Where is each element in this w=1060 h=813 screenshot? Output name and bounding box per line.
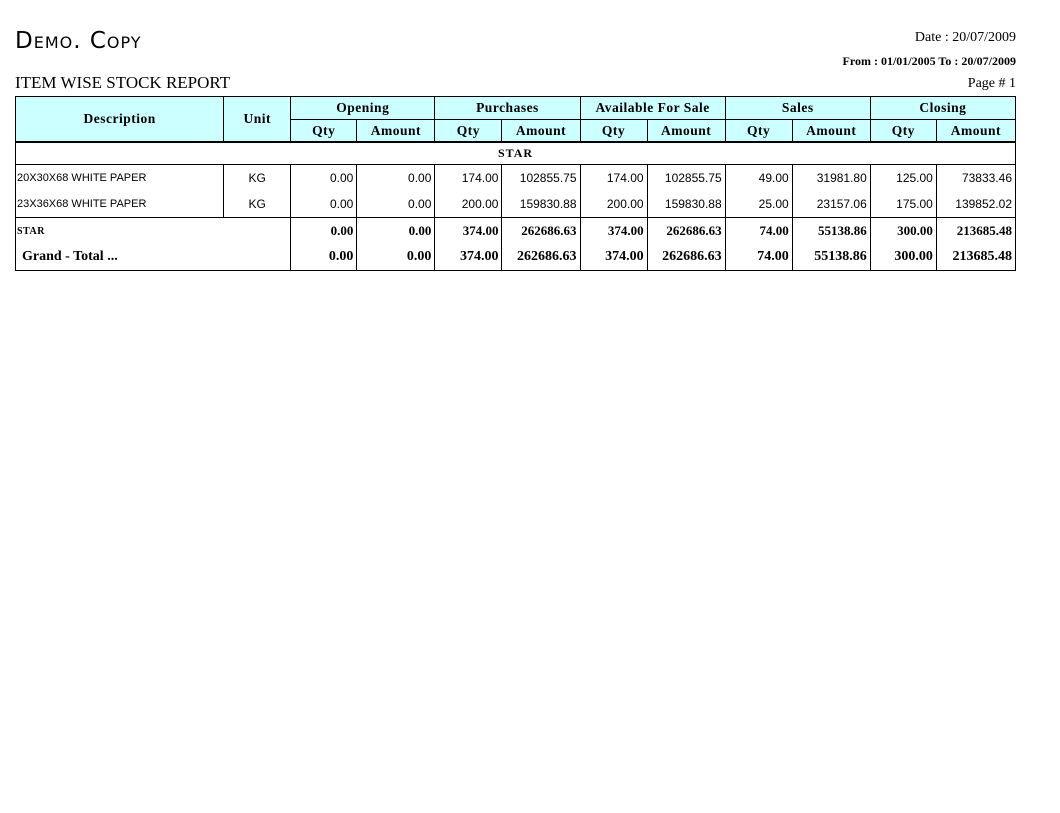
available-qty: 200.00 bbox=[580, 191, 647, 218]
date-label: Date : bbox=[914, 30, 949, 45]
closing-qty: 175.00 bbox=[870, 191, 936, 218]
header-opening-qty: Qty bbox=[291, 120, 357, 143]
table-row bbox=[16, 165, 1016, 192]
page-label: Page # bbox=[967, 76, 1006, 91]
item-description: 20X30X68 WHITE PAPER bbox=[16, 165, 224, 192]
header-closing-amount: Amount bbox=[936, 120, 1015, 143]
company-name: Demo. Copy bbox=[15, 28, 142, 54]
sales-amount: 23157.06 bbox=[792, 191, 870, 218]
grand-sales-qty: 74.00 bbox=[725, 244, 792, 271]
closing-qty: 125.00 bbox=[870, 165, 936, 192]
stock-report-table bbox=[15, 96, 1016, 271]
from-value: 01/01/2005 bbox=[880, 54, 936, 68]
page-number bbox=[968, 76, 1016, 92]
opening-qty: 0.00 bbox=[291, 165, 357, 192]
grand-available-amount: 262686.63 bbox=[647, 244, 725, 271]
purchases-amount: 159830.88 bbox=[502, 191, 580, 218]
header-available-qty: Qty bbox=[580, 120, 647, 143]
header-available-for-sale: Available For Sale bbox=[580, 97, 725, 120]
total-opening-qty: 0.00 bbox=[291, 218, 357, 245]
date-value: 20/07/2009 bbox=[952, 30, 1016, 45]
grand-total-label: Grand - Total ... bbox=[22, 249, 118, 264]
item-unit: KG bbox=[224, 165, 291, 192]
grand-total-row bbox=[16, 244, 1016, 271]
sales-qty: 49.00 bbox=[725, 165, 792, 192]
total-opening-amount: 0.00 bbox=[357, 218, 435, 245]
group-name: STAR bbox=[16, 142, 1016, 165]
item-description: 23X36X68 WHITE PAPER bbox=[17, 198, 147, 210]
total-closing-amount: 213685.48 bbox=[936, 218, 1015, 245]
report-date bbox=[915, 30, 1016, 46]
total-purchases-qty: 374.00 bbox=[435, 218, 502, 245]
group-total-row bbox=[16, 218, 1016, 245]
header-sales-qty: Qty bbox=[725, 120, 792, 143]
header-sales-amount: Amount bbox=[792, 120, 870, 143]
grand-opening-amount: 0.00 bbox=[357, 244, 435, 271]
header-opening-amount: Amount bbox=[357, 120, 435, 143]
from-label: From : bbox=[842, 54, 878, 68]
closing-amount: 139852.02 bbox=[936, 191, 1015, 218]
purchases-qty: 200.00 bbox=[435, 191, 502, 218]
header-closing: Closing bbox=[870, 97, 1015, 120]
total-available-amount: 262686.63 bbox=[647, 218, 725, 245]
header-unit: Unit bbox=[224, 97, 291, 143]
header-sales: Sales bbox=[725, 97, 870, 120]
opening-amount: 0.00 bbox=[357, 165, 435, 192]
total-available-qty: 374.00 bbox=[580, 218, 647, 245]
total-closing-qty: 300.00 bbox=[870, 218, 936, 245]
available-qty: 174.00 bbox=[580, 165, 647, 192]
opening-amount: 0.00 bbox=[357, 191, 435, 218]
header-available-amount: Amount bbox=[647, 120, 725, 143]
header-closing-qty: Qty bbox=[870, 120, 936, 143]
group-header-row bbox=[16, 142, 1016, 165]
report-title: ITEM WISE STOCK REPORT bbox=[15, 73, 231, 92]
grand-purchases-amount: 262686.63 bbox=[502, 244, 580, 271]
opening-qty: 0.00 bbox=[291, 191, 357, 218]
purchases-amount: 102855.75 bbox=[502, 165, 580, 192]
purchases-qty: 174.00 bbox=[435, 165, 502, 192]
date-range bbox=[843, 54, 1016, 69]
grand-sales-amount: 55138.86 bbox=[792, 244, 870, 271]
sales-qty: 25.00 bbox=[725, 191, 792, 218]
header-purchases-amount: Amount bbox=[502, 120, 580, 143]
header-purchases-qty: Qty bbox=[435, 120, 502, 143]
closing-amount: 73833.46 bbox=[936, 165, 1015, 192]
available-amount: 159830.88 bbox=[647, 191, 725, 218]
sales-amount: 31981.80 bbox=[792, 165, 870, 192]
grand-opening-qty: 0.00 bbox=[291, 244, 357, 271]
to-value: 20/07/2009 bbox=[961, 54, 1016, 68]
header-purchases: Purchases bbox=[435, 97, 580, 120]
total-purchases-amount: 262686.63 bbox=[502, 218, 580, 245]
header-description: Description bbox=[16, 97, 224, 143]
grand-available-qty: 374.00 bbox=[580, 244, 647, 271]
grand-closing-amount: 213685.48 bbox=[936, 244, 1015, 271]
grand-closing-qty: 300.00 bbox=[870, 244, 936, 271]
item-unit: KG bbox=[224, 191, 291, 218]
table-row bbox=[16, 191, 1016, 218]
to-label: To : bbox=[938, 54, 959, 68]
header-opening: Opening bbox=[291, 97, 435, 120]
total-sales-amount: 55138.86 bbox=[792, 218, 870, 245]
grand-purchases-qty: 374.00 bbox=[435, 244, 502, 271]
total-sales-qty: 74.00 bbox=[725, 218, 792, 245]
page-value: 1 bbox=[1009, 76, 1016, 91]
available-amount: 102855.75 bbox=[647, 165, 725, 192]
group-total-label: STAR bbox=[16, 218, 291, 245]
